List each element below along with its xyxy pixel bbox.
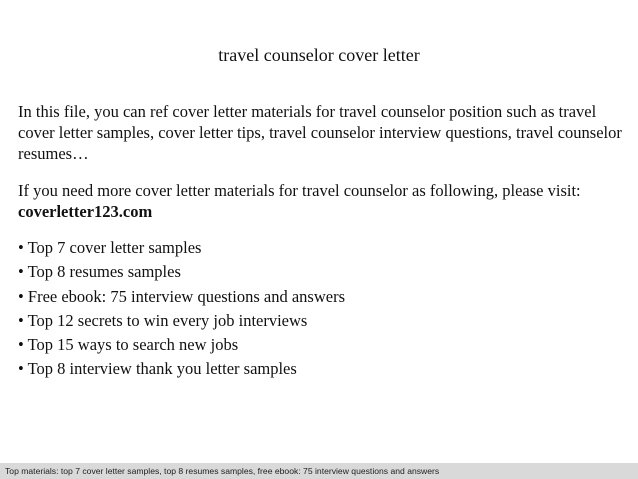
list-item: • Free ebook: 75 interview questions and answers [18, 286, 345, 306]
slide-content [18, 101, 624, 383]
list-item: • Top 15 ways to search new jobs [18, 335, 239, 355]
list-item: • Top 8 interview thank you letter samples [18, 359, 297, 379]
list-item: • Top 8 resumes samples [18, 262, 181, 282]
list-item: • Top 7 cover letter samples [18, 238, 202, 257]
list-item: • Top 12 secrets to win every job interviews [18, 310, 308, 330]
more-materials-paragraph [18, 180, 624, 222]
site-link[interactable]: coverletter123.com [18, 202, 153, 221]
intro-paragraph: In this file, you can ref cover letter materials for travel counselor position such as travel cover letter samples, cover letter tips, travel counselor interview questions, travel counselor resumes… [18, 102, 622, 163]
more-materials-text: If you need more cover letter materials for travel counselor as following, please visit: [18, 181, 581, 200]
materials-list [18, 237, 624, 381]
slide-title: travel counselor cover letter [218, 45, 420, 65]
footer-bar: Top materials: top 7 cover letter samples, top 8 resumes samples, free ebook: 75 interview questions and answers [0, 463, 638, 479]
